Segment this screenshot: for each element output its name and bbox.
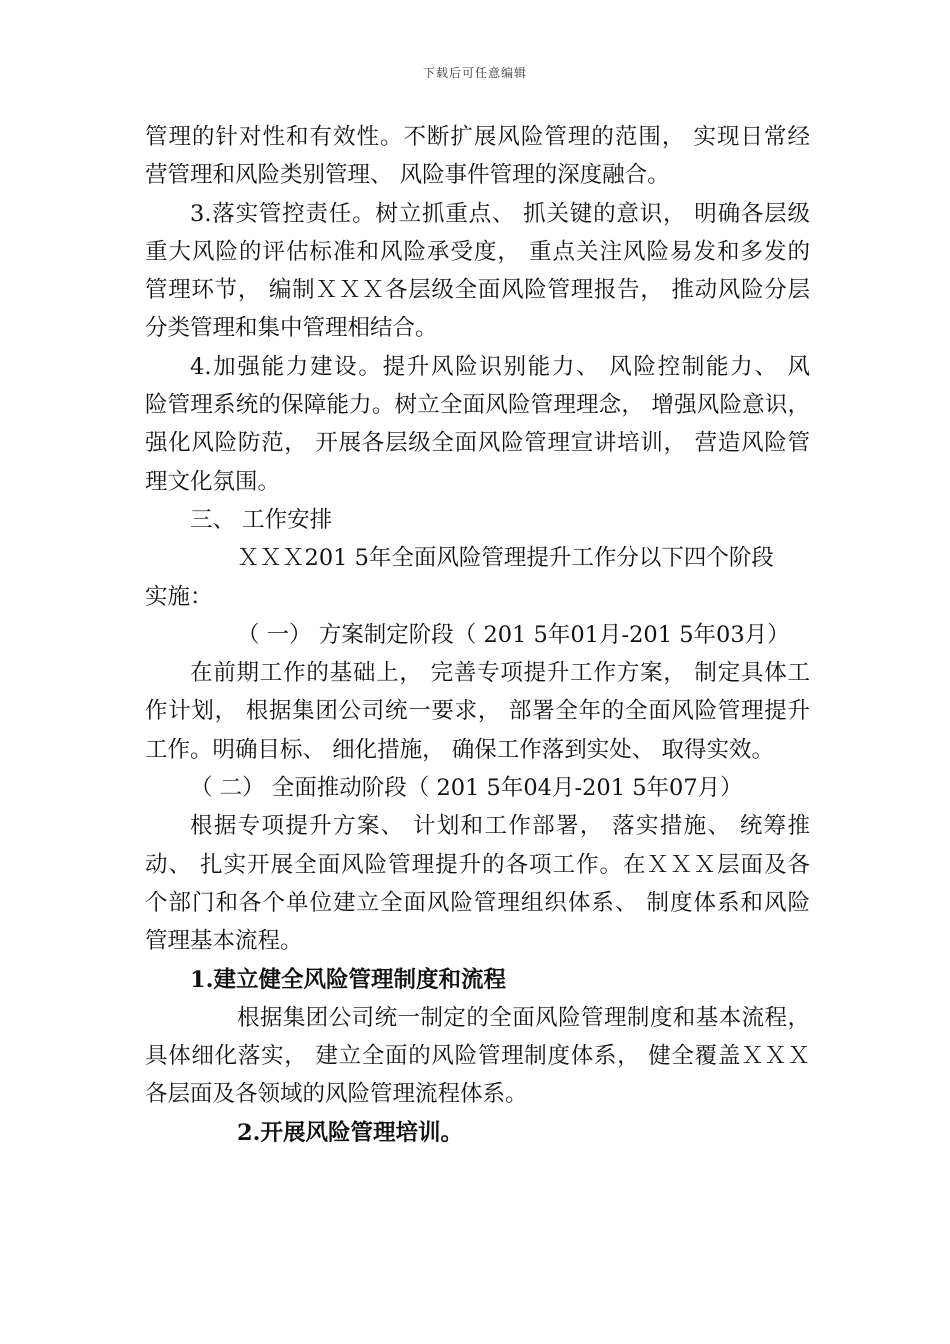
list-item-line: 3.落实管控责任。树立抓重点、 抓关键的意识， 明确各层级 xyxy=(190,200,810,227)
paragraph-line: 管理环节， 编制ＸＸＸ各层级全面风险管理报告， 推动风险分层 xyxy=(145,277,810,304)
paragraph-line: 理文化氛围。 xyxy=(145,468,281,495)
paragraph-line: 分类管理和集中管理相结合。 xyxy=(145,315,438,342)
paragraph-line: 具体细化落实， 建立全面的风险管理制度体系， 健全覆盖ＸＸＸ xyxy=(145,1043,810,1070)
subsection-heading: （ 一） 方案制定阶段（ 201 5年01月-201 5年03月） xyxy=(237,621,790,648)
paragraph-line: 个部门和各个单位建立全面风险管理组织体系、 制度体系和风险 xyxy=(145,889,810,916)
paragraph-line: 强化风险防范， 开展各层级全面风险管理宣讲培训， 营造风险管 xyxy=(145,430,810,457)
paragraph-line: 作计划， 根据集团公司统一要求， 部署全年的全面风险管理提升 xyxy=(145,698,810,725)
paragraph-line: 管理的针对性和有效性。不断扩展风险管理的范围， 实现日常经 xyxy=(145,124,810,150)
paragraph-line: 在前期工作的基础上， 完善专项提升工作方案， 制定具体工 xyxy=(190,660,810,687)
paragraph-line: 实施： xyxy=(145,583,213,610)
paragraph-line: 重大风险的评估标准和风险承受度， 重点关注风险易发和多发的 xyxy=(145,238,810,265)
paragraph-line: 管理基本流程。 xyxy=(145,928,303,955)
paragraph-line: 险管理系统的保障能力。树立全面风险管理理念， 增强风险意识， xyxy=(145,392,810,419)
bold-heading: 1.建立健全风险管理制度和流程 xyxy=(190,966,506,993)
paragraph-line: 动、 扎实开展全面风险管理提升的各项工作。在ＸＸＸ层面及各 xyxy=(145,851,810,878)
section-heading: 三、 工作安排 xyxy=(190,506,333,533)
list-item-line: 4.加强能力建设。提升风险识别能力、 风险控制能力、 风 xyxy=(190,353,810,380)
page-header: 下载后可任意编辑 xyxy=(422,66,527,80)
bold-heading: 2.开展风险管理培训。 xyxy=(237,1119,463,1146)
paragraph-line: ＸＸＸ201 5年全面风险管理提升工作分以下四个阶段 xyxy=(237,545,774,572)
paragraph-line: 根据专项提升方案、 计划和工作部署， 落实措施、 统筹推 xyxy=(190,813,810,840)
paragraph-line: 工作。明确目标、 细化措施， 确保工作落到实处、 取得实效。 xyxy=(145,736,774,763)
paragraph-line: 营管理和风险类别管理、 风险事件管理的深度融合。 xyxy=(145,162,670,189)
subsection-heading: （ 二） 全面推动阶段（ 201 5年04月-201 5年07月） xyxy=(190,775,743,802)
document-body xyxy=(145,118,810,1152)
paragraph-line: 根据集团公司统一制定的全面风险管理制度和基本流程， xyxy=(237,1004,810,1031)
paragraph-line: 各层面及各领域的风险管理流程体系。 xyxy=(145,1081,528,1108)
